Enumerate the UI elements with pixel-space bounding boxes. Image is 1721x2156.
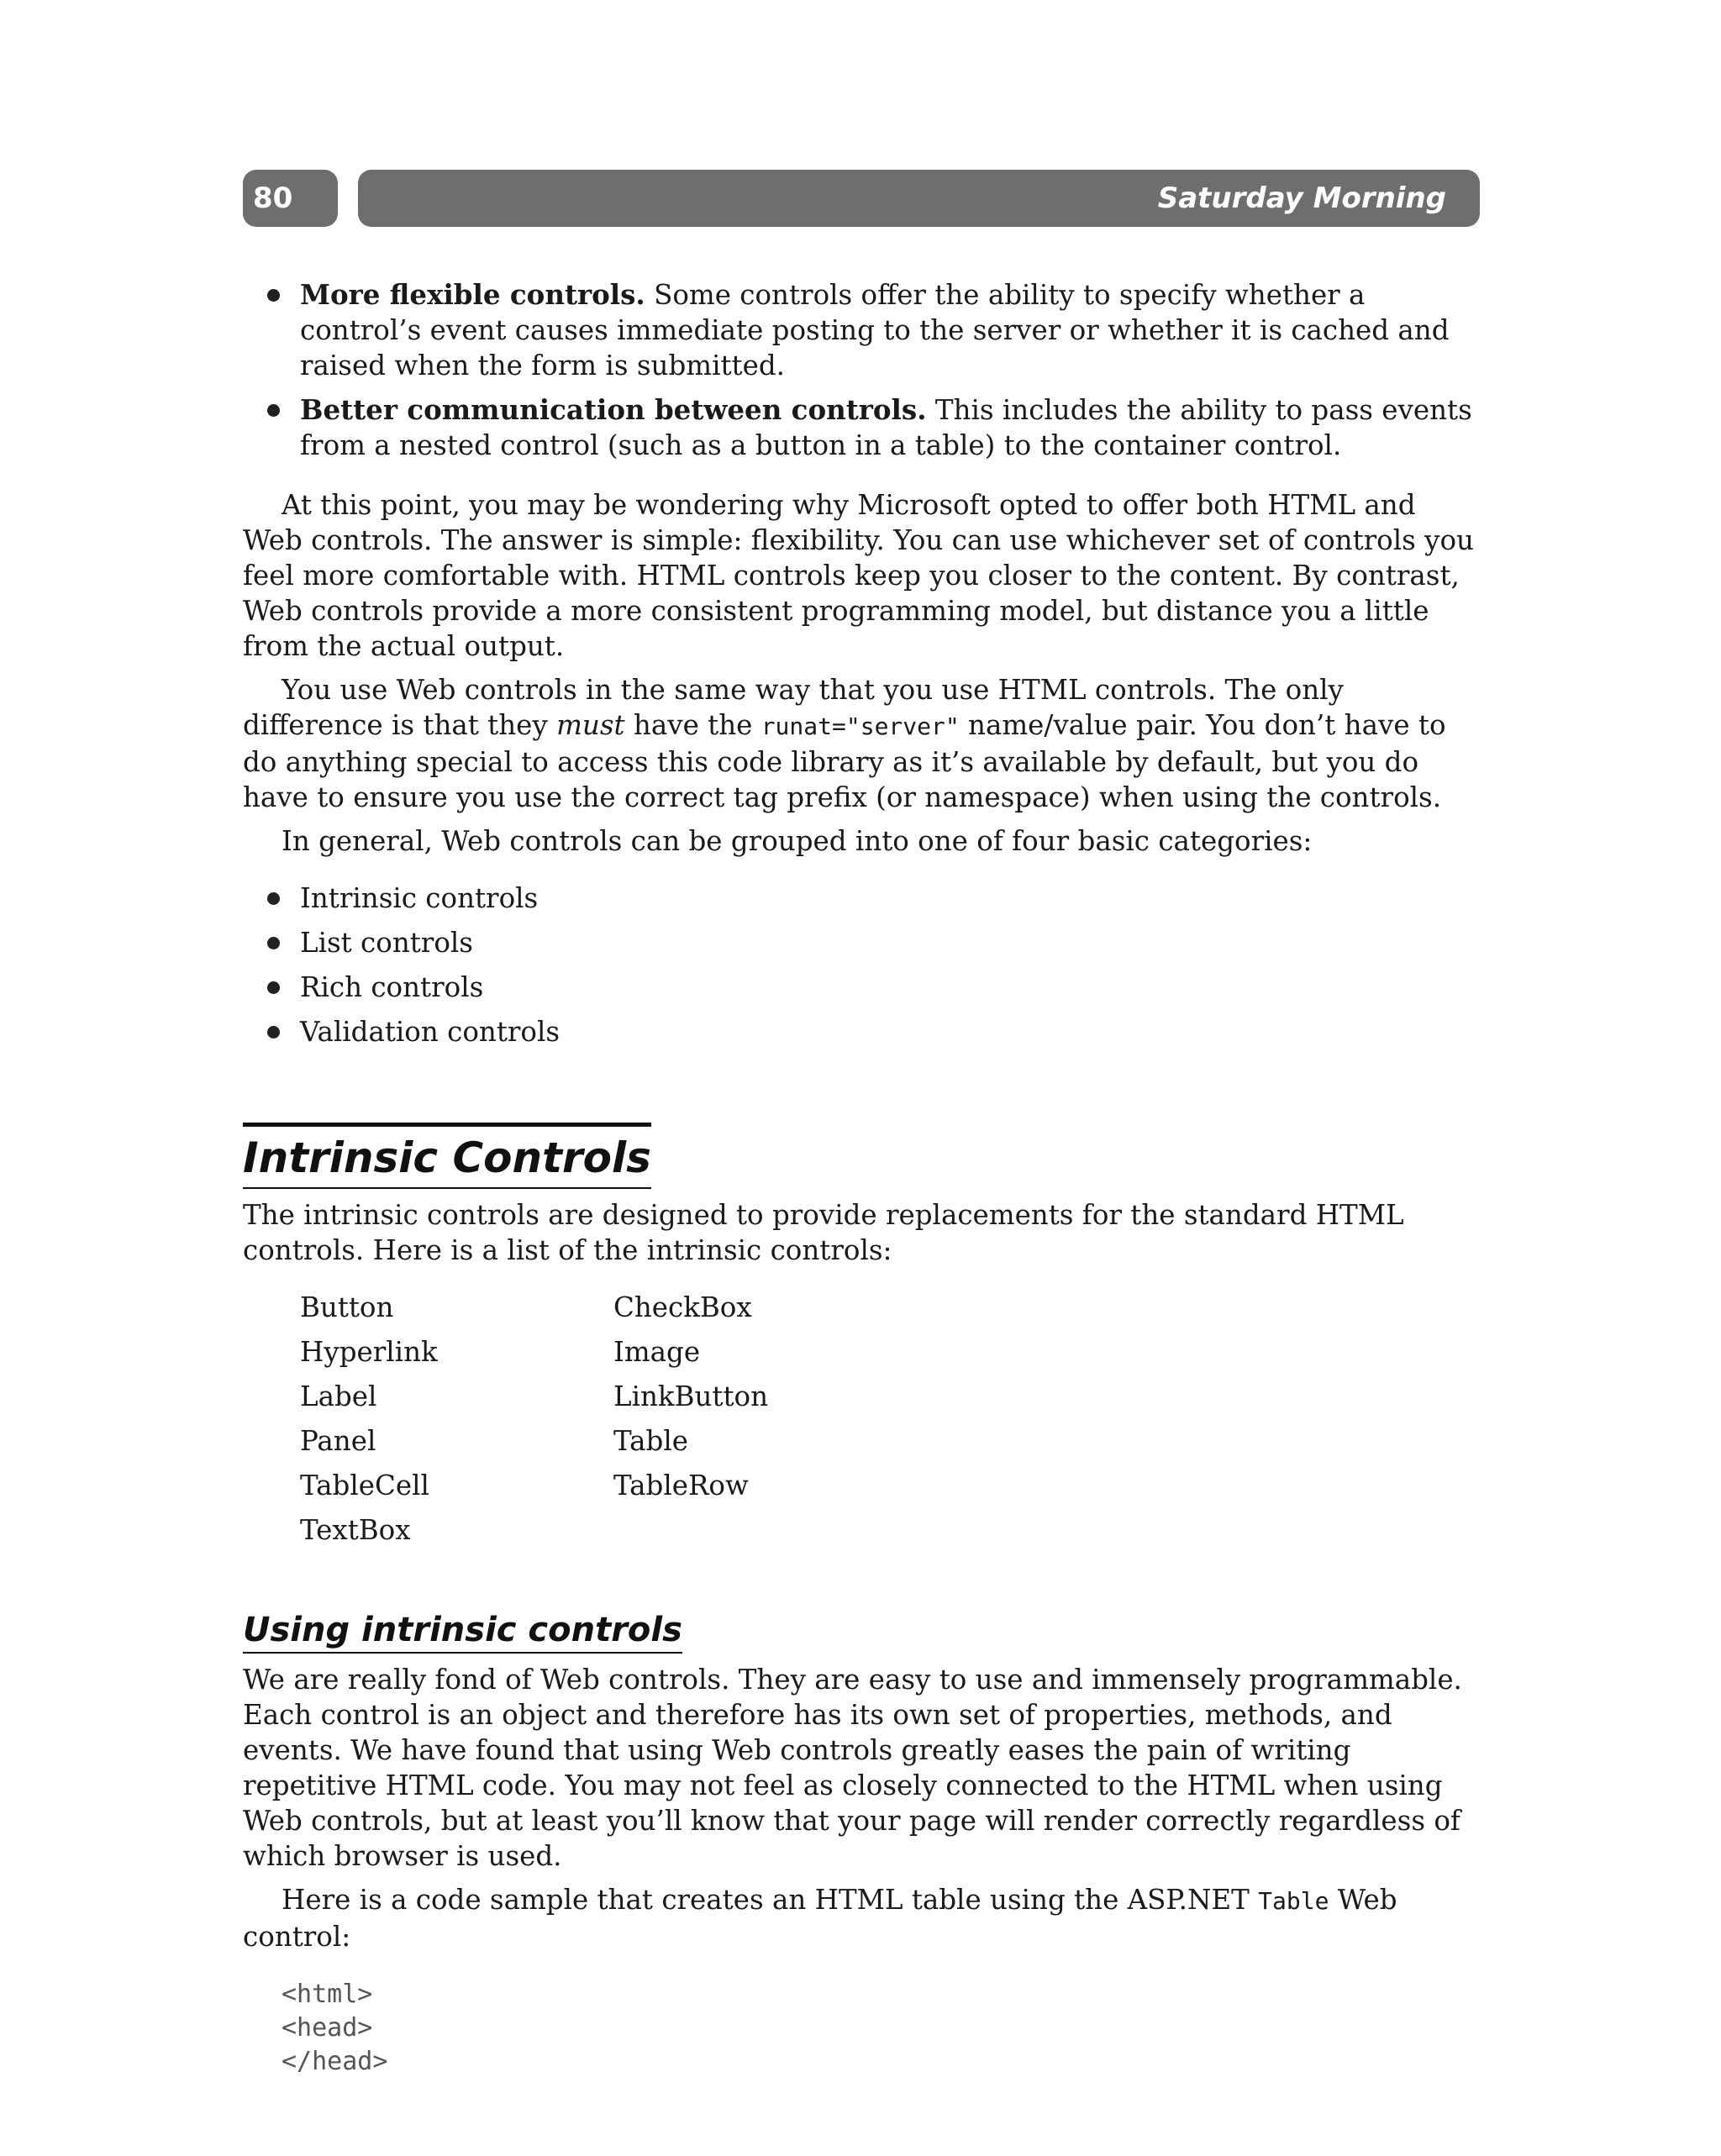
paragraph-text: You use Web controls in the same way that you use HTML controls. The only difference is that they <box>243 674 1344 741</box>
list-item: LinkButton <box>613 1380 769 1412</box>
page-number: 80 <box>243 170 338 227</box>
section-heading: Intrinsic Controls <box>243 1133 651 1182</box>
page-body <box>243 277 1478 2079</box>
category-bullet-list <box>243 881 1478 1049</box>
paragraph-text: Web control: <box>243 1884 1397 1953</box>
list-item: Validation controls <box>243 1014 1478 1049</box>
list-item: TextBox <box>300 1514 411 1546</box>
running-head: Saturday Morning <box>358 170 1480 227</box>
list-item <box>243 392 1478 463</box>
paragraph: In general, Web controls can be grouped into one of four basic categories: <box>282 825 1313 857</box>
feature-bullet-list <box>243 277 1478 463</box>
paragraph <box>243 672 1478 815</box>
bullet-text: Some controls offer the ability to specify whether a control’s event causes immediate posting to the server or whether it is cached and raised when the form is submitted. <box>300 279 1450 381</box>
section-heading-rule <box>243 1123 651 1189</box>
list-item: List controls <box>243 925 1478 960</box>
paragraph-text: name/value pair. You don’t have to do anything special to access this code library as it’s available by default, but you do have to ensure you use the correct tag prefix (or namespace) when using the controls. <box>243 709 1446 813</box>
code-sample <box>243 1978 1478 2079</box>
inline-code: runat="server" <box>761 713 960 740</box>
paragraph: At this point, you may be wondering why Microsoft opted to offer both HTML and Web controls. The answer is simple: flexibility. You can use whichever set of controls you feel more comfortable with. HTML controls keep you closer to the content. By contrast, Web controls provide a more consistent programming model, but distance you a little from the actual output. <box>243 489 1474 662</box>
list-item: Intrinsic controls <box>243 881 1478 916</box>
list-item: Panel <box>300 1425 376 1457</box>
list-item <box>243 277 1478 383</box>
paragraph <box>243 1882 1478 1954</box>
list-item: Label <box>300 1380 377 1412</box>
code-line: <html> <box>282 1980 373 2009</box>
inline-code: Table <box>1258 1887 1329 1915</box>
bullet-lead: More flexible controls. <box>300 278 645 311</box>
list-item: Table <box>613 1425 688 1457</box>
list-item: Hyperlink <box>300 1336 438 1368</box>
list-item: TableRow <box>613 1470 749 1501</box>
paragraph: The intrinsic controls are designed to provide replacements for the standard HTML controls. Here is a list of the intrinsic controls: <box>243 1199 1404 1266</box>
list-item: TableCell <box>300 1470 429 1501</box>
subsection-heading-rule <box>243 1608 682 1654</box>
list-item: CheckBox <box>613 1291 752 1323</box>
list-item: Button <box>300 1291 394 1323</box>
intrinsic-controls-list <box>300 1290 1478 1548</box>
code-line: <head> <box>282 2013 373 2043</box>
list-item: Image <box>613 1336 701 1368</box>
paragraph-text: Here is a code sample that creates an HTML table using the ASP.NET <box>282 1884 1259 1916</box>
paragraph: We are really fond of Web controls. They are easy to use and immensely programmable. Each control is an object and therefore has its own set of properties, methods, and events. We have found that using Web controls greatly eases the pain of writing repetitive HTML code. You may not feel as closely connected to the HTML when using Web controls, but at least you’ll know that your page will render correctly regardless of which browser is used. <box>243 1664 1462 1872</box>
emphasis: must <box>556 709 625 741</box>
list-item: Rich controls <box>243 970 1478 1005</box>
bullet-text: This includes the ability to pass events from a nested control (such as a button in a table) to the container control. <box>300 394 1472 461</box>
subsection-heading: Using intrinsic controls <box>243 1611 682 1649</box>
code-line: </head> <box>282 2047 388 2076</box>
paragraph-text: have the <box>624 709 761 741</box>
bullet-lead: Better communication between controls. <box>300 393 927 426</box>
